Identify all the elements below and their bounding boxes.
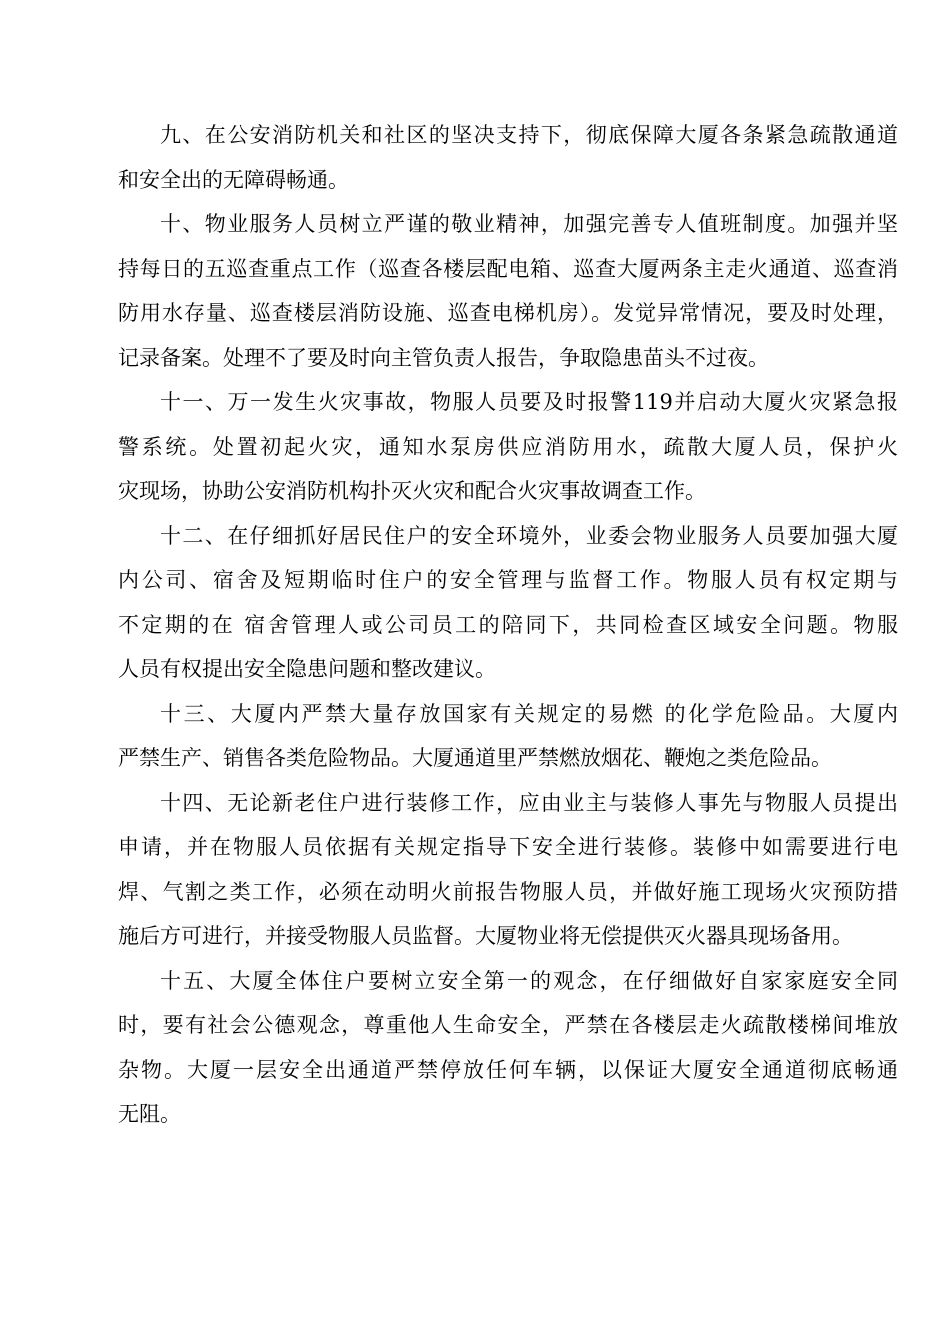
text-line: 十三、大厦内严禁大量存放国家有关规定的易燃 的化学危险品。大厦内	[160, 701, 898, 726]
text-line: 十、物业服务人员树立严谨的敬业精神，加强完善专人值班制度。加强并坚	[160, 212, 898, 236]
text-line: 申请，并在物服人员依据有关规定指导下安全进行装修。装修中如需要进行电	[118, 835, 898, 859]
text-line: 焊、气割之类工作，必须在动明火前报告物服人员，并做好施工现场火灾预防措	[118, 879, 898, 904]
text-line: 防用水存量、巡查楼层消防设施、巡查电梯机房）。发觉异常情况，要及时处理，	[118, 301, 898, 325]
paragraph-11	[76, 380, 898, 514]
document-body	[76, 113, 898, 1137]
text-line: 施后方可进行，并接受物服人员监督。大厦物业将无偿提供灭火器具现场备用。	[118, 924, 853, 948]
text-line: 无阻。	[118, 1102, 181, 1126]
text-line: 警系统。处置初起火灾，通知水泵房供应消防用水，疏散大厦人员，保护火	[118, 434, 898, 459]
text-line: 十一、万一发生火灾事故，物服人员要及时报警119并启动大厦火灾紧急报	[160, 390, 898, 414]
text-line: 和安全出的无障碍畅通。	[118, 167, 349, 192]
text-line: 人员有权提出安全隐患问题和整改建议。	[118, 657, 496, 681]
text-line: 十五、大厦全体住户要树立安全第一的观念，在仔细做好自家家庭安全同	[160, 968, 898, 993]
text-line: 九、在公安消防机关和社区的坚决支持下，彻底保障大厦各条紧急疏散通道	[160, 123, 898, 147]
paragraph-14	[76, 781, 898, 959]
text-line: 持每日的五巡查重点工作（巡查各楼层配电箱、巡查大厦两条主走火通道、巡查消	[118, 256, 898, 281]
text-line: 严禁生产、销售各类危险物品。大厦通道里严禁燃放烟花、鞭炮之类危险品。	[118, 746, 832, 770]
text-line: 内公司、宿舍及短期临时住户的安全管理与监督工作。物服人员有权定期与	[118, 568, 898, 592]
text-line: 不定期的在 宿舍管理人或公司员工的陪同下，共同检查区域安全问题。物服	[118, 612, 898, 637]
text-line: 记录备案。处理不了要及时向主管负责人报告，争取隐患苗头不过夜。	[118, 345, 769, 370]
text-line: 十二、在仔细抓好居民住户的安全环境外，业委会物业服务人员要加强大厦	[160, 523, 898, 548]
text-line: 时，要有社会公德观念，尊重他人生命安全，严禁在各楼层走火疏散楼梯间堆放	[118, 1013, 898, 1037]
paragraph-12	[76, 514, 898, 692]
paragraph-15	[76, 959, 898, 1137]
text-line: 十四、无论新老住户进行装修工作，应由业主与装修人事先与物服人员提出	[160, 790, 898, 815]
paragraph-13	[76, 692, 898, 781]
paragraph-10	[76, 202, 898, 380]
paragraph-9	[76, 113, 898, 202]
text-line: 杂物。大厦一层安全出通道严禁停放任何车辆，以保证大厦安全通道彻底畅通	[118, 1057, 898, 1082]
text-line: 灾现场，协助公安消防机构扑灭火灾和配合火灾事故调查工作。	[118, 479, 706, 503]
